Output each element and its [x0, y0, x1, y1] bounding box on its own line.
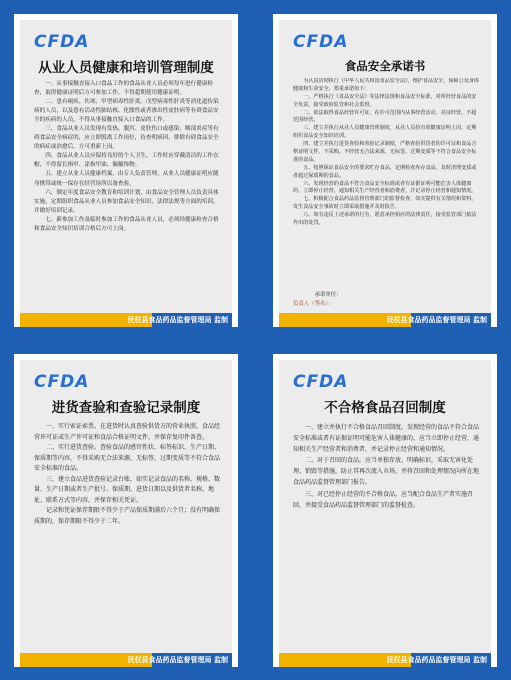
panel-body	[293, 78, 479, 291]
footer-label: 民权县食品药品监督管理局 监制	[127, 656, 228, 664]
paragraph: 五、按照保证食品安全的要求贮存食品，定期检查库存食品，及时清理变质或者超过保质期的食品。	[293, 164, 477, 179]
panel-health-training	[14, 14, 238, 327]
panel-body	[34, 422, 220, 647]
paragraph: 为认真贯彻执行《中华人民共和国食品安全法》，维护食品安全，保障公众身体健康和生命安全，郑重承诺如下：	[293, 78, 479, 92]
paragraph: 三、建立食品进货查验记录台账，如实记录食品的名称、规格、数量、生产日期或者生产批号、保质期、进货日期以及供货者名称、地址、联系方式等内容，并保存相关凭证。	[34, 475, 220, 504]
cfda-logo: CFDA	[34, 32, 90, 52]
paragraph: 四、食品从业人员应保持良好的个人卫生，工作时应穿戴清洁的工作衣帽，不得留长指甲、涂指甲油、佩戴饰物。	[34, 153, 219, 169]
paragraph: 二、患有痢疾、伤寒、甲型病毒性肝炎、戊型病毒性肝炎等消化道传染病的人员，以及患有活动性肺结核、化脓性或者渗出性皮肤病等有碍食品安全的疾病的人员，不得从事接触直接入口食品的工作。	[34, 99, 219, 124]
panel-body	[293, 422, 479, 647]
paragraph: 三、对已经停止经营的不合格食品，应当配合食品生产者实施召回，并接受食品药品监督管理部门的监督检查。	[293, 490, 474, 509]
paragraph: 六、制定年度食品安全教育和培训计划，由食品安全管理人员负责具体实施，定期组织食品从业人员参加食品安全知识、法律法规等方面的培训，并做好培训记录。	[34, 189, 219, 214]
panel-footer	[279, 653, 491, 667]
panel-purchase-inspection	[14, 354, 238, 667]
paragraph: 一、严格执行《食品安全法》等法律法规和食品安全标准，对所经营食品的安全负责，接受政府监管和社会监督。	[293, 93, 477, 108]
paragraph: 五、建立从业人员健康档案，由专人负责管理，从业人员健康证明应随身携带或统一保存在经营场所以备查验。	[34, 171, 219, 187]
paragraph: 四、建立并执行进货查验和查验记录制度，严格查验供货者的许可证和食品合格证明文件，不采购、不经营无合法来源、无标签、过期变质等不符合食品安全标准的食品。	[293, 141, 477, 163]
cfda-logo: CFDA	[293, 372, 349, 392]
signature-label: 承诺单位：	[314, 292, 342, 298]
panel-title: 从业人员健康和培训管理制度	[38, 60, 214, 76]
footer-label: 民权县食品药品监督管理局 监制	[386, 316, 487, 324]
panel-title: 不合格食品召回制度	[324, 400, 446, 416]
footer-label: 民权县食品药品监督管理局 监制	[127, 316, 228, 324]
paragraph: 一、实行索证索票。在进货时认真查验供货方的营业执照、食品经营许可证或生产许可证和食品合格证明文件，并保存复印件备查。	[34, 423, 220, 441]
cfda-logo: CFDA	[293, 32, 349, 52]
signature-block	[293, 291, 479, 311]
footer-label: 民权县食品药品监督管理局 监制	[386, 656, 487, 664]
paragraph: 七、新参加工作及临时参加工作的食品从业人员，必须经健康检查合格和食品安全知识培训合格后方可上岗。	[34, 216, 219, 232]
cfda-logo: CFDA	[34, 372, 90, 392]
paragraph: 二、对于召回的食品，应当单独存放、明确标识，采取无害化处理、销毁等措施，防止其再次流入市场，并将召回和处理情况向所在地食品药品监督管理部门报告。	[293, 457, 479, 487]
paragraph: 七、积极配合食品药品监督管理部门的监督检查，如实提供有关情况和资料，发生食品安全事故时立即采取措施并及时报告。	[293, 196, 477, 211]
paragraph: 八、如有违反上述承诺的行为，愿意承担相应的法律责任，接受监管部门依法作出的处罚。	[293, 212, 477, 227]
paragraph: 三、食品从业人员发现有发热、腹泻、皮肤伤口或感染、咽部炎症等有碍食品安全病症的，应立即脱离工作岗位，待查明病因、排除有碍食品安全的病症或治愈后，方可重新上岗。	[34, 126, 219, 151]
paragraph: 记录和凭证保存期限不得少于产品保质期满后六个月；没有明确保质期的，保存期限不得少于二年。	[34, 507, 220, 525]
paragraph: 三、建立并执行从业人员健康管理制度，从业人员持有效健康证明上岗，定期组织食品安全知识培训。	[293, 125, 477, 140]
paragraph: 二、实行进货查验。查验食品的感官性状、标签标识、生产日期、保质期等内容，不得采购无合法来源、无标签、过期变质等不符合食品安全标准的食品。	[34, 444, 220, 472]
panel-body	[34, 80, 220, 307]
panel-recall	[273, 354, 497, 667]
paragraph: 二、依法取得食品经营许可证，在许可范围内从事经营活动，亮证经营，不超范围经营。	[293, 109, 477, 124]
panel-footer	[20, 653, 232, 667]
paragraph: 一、建立并执行不合格食品召回制度。发现经营的食品不符合食品安全标准或者有证据证明可能危害人体健康的，应当立即停止经营，通知相关生产经营者和消费者，并记录停止经营和通知情况。	[293, 424, 479, 454]
signer-label: 负责人（签名）：	[293, 301, 334, 308]
panel-footer	[279, 313, 491, 327]
panel-title: 进货查验和查验记录制度	[51, 400, 201, 416]
panel-title: 食品安全承诺书	[344, 59, 426, 73]
paragraph: 一、从事接触直接入口食品工作的食品从业人员必须每年进行健康检查，取得健康证明后方可参加工作，不得超期使用健康证明。	[34, 81, 214, 97]
paragraph: 六、发现经营的食品不符合食品安全标准或者有证据证明可能危害人体健康的，立即停止经营，通知相关生产经营者和消费者，并记录停止经营和通知情况。	[293, 180, 477, 195]
panel-food-safety-pledge	[273, 14, 497, 327]
panel-footer	[20, 313, 232, 327]
